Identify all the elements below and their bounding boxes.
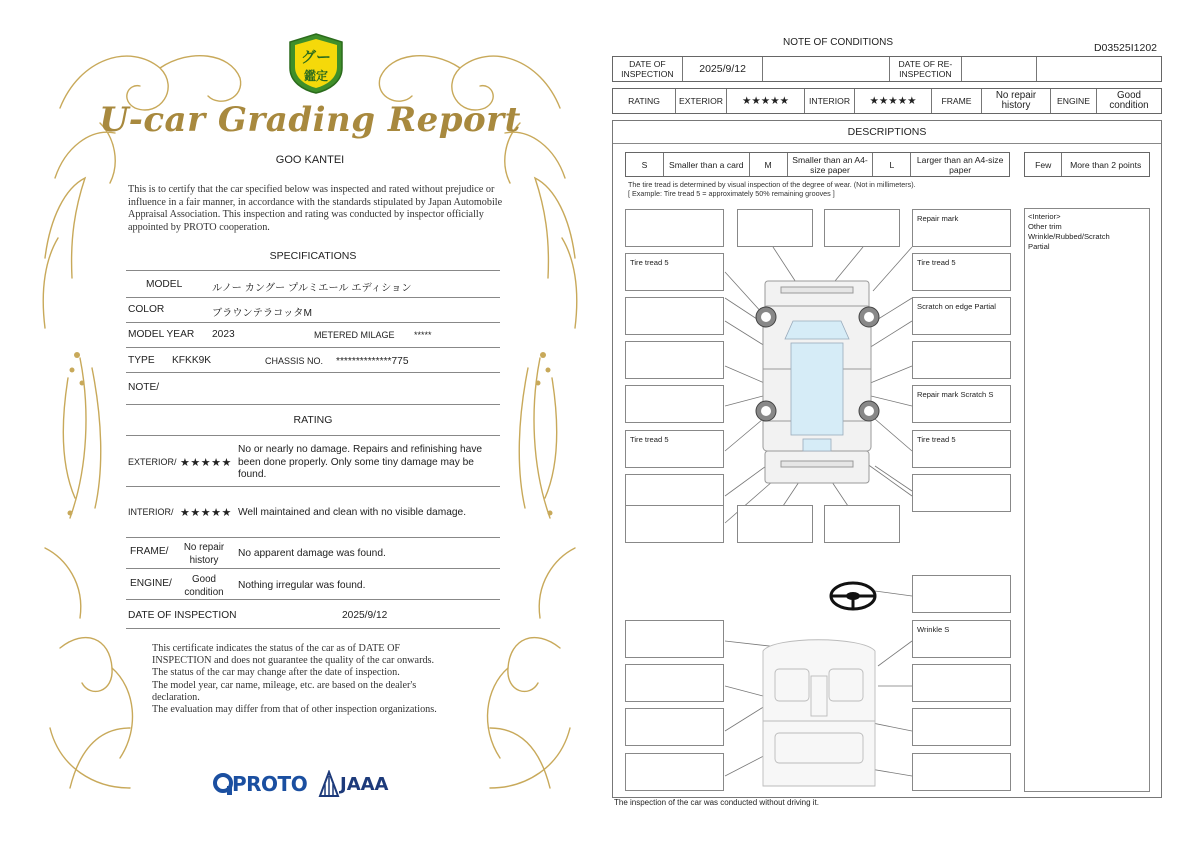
- condition-text: Tire tread 5: [630, 435, 669, 444]
- condition-text: Repair mark Scratch S: [917, 390, 994, 399]
- date-of-reinspection-label: DATE OF RE-INSPECTION: [890, 57, 962, 81]
- condition-box: [824, 505, 900, 543]
- steering-wheel-icon: [831, 583, 875, 609]
- divider: [126, 372, 500, 373]
- condition-box: [625, 297, 724, 335]
- date-of-inspection-value: 2025/9/12: [683, 57, 764, 81]
- date-of-reinspection-value: [962, 57, 1038, 81]
- engine-label: ENGINE: [1051, 89, 1097, 113]
- disclaimer-line: This certificate indicates the status of the car as of DATE OF: [152, 643, 401, 654]
- svg-text:グー: グー: [300, 48, 332, 66]
- tire-note-line: The tire tread is determined by visual inspection of the degree of wear. (Not in millimeters).: [628, 180, 916, 189]
- interior-stars: ★★★★★: [855, 89, 932, 113]
- condition-box: [625, 753, 724, 791]
- condition-box-left-front-tire: [625, 253, 724, 291]
- engine-value: Good condition: [184, 574, 224, 598]
- disclaimer-line: The evaluation may differ from that of other inspection organizations.: [152, 704, 437, 716]
- engine-description: Nothing irregular was found.: [238, 580, 366, 591]
- condition-box-steering: [912, 575, 1011, 613]
- interior-note: Other trim: [1028, 222, 1062, 231]
- metered-milage-value: *****: [414, 330, 432, 340]
- type-label: TYPE: [128, 355, 155, 366]
- disclaimer-line: The status of the car may change after the date of inspection.: [152, 667, 400, 679]
- divider: [126, 599, 500, 600]
- condition-box: [912, 753, 1011, 791]
- noc-title: NOTE OF CONDITIONS: [783, 37, 893, 48]
- descriptions-heading: DESCRIPTIONS: [613, 121, 1161, 144]
- condition-box-right-front-tire: [912, 253, 1011, 291]
- divider: [126, 347, 500, 348]
- frame-description: No apparent damage was found.: [238, 548, 386, 559]
- frame-value: No repair history: [982, 89, 1051, 113]
- type-value: KFKK9K: [172, 355, 212, 366]
- tire-note-line: [ Example: Tire tread 5 = approximately 50% remaining grooves ]: [628, 189, 835, 198]
- goo-kantei-badge-icon: [287, 32, 345, 94]
- divider: [126, 270, 500, 271]
- chassis-value: **************775: [336, 356, 409, 367]
- legend-l: L: [873, 153, 911, 176]
- color-label: COLOR: [128, 304, 165, 315]
- condition-box-right-rear-tire: [912, 430, 1011, 468]
- condition-box: [625, 385, 724, 423]
- legend-few-desc: More than 2 points: [1070, 159, 1142, 170]
- jaaa-logo-icon: [318, 770, 340, 798]
- document-id: D03525I1202: [1093, 42, 1157, 54]
- divider: [126, 568, 500, 569]
- date-of-inspection-value: 2025/9/12: [342, 610, 388, 621]
- condition-box-repair-mark: [912, 209, 1011, 247]
- condition-text: Wrinkle S: [917, 625, 950, 634]
- interior-label: INTERIOR/: [128, 507, 174, 517]
- proto-logo: PROTO: [232, 772, 308, 796]
- empty-cell: [763, 57, 890, 81]
- condition-text: Scratch on edge Partial: [917, 302, 996, 311]
- legend-m: M: [750, 153, 788, 176]
- rating-heading: RATING: [293, 414, 333, 426]
- exterior-label: EXTERIOR: [676, 89, 727, 113]
- frame-label: FRAME: [932, 89, 982, 113]
- report-subtitle: GOO KANTEI: [275, 154, 345, 166]
- grading-certificate: [40, 28, 580, 828]
- divider: [126, 322, 500, 323]
- engine-label: ENGINE/: [130, 578, 172, 589]
- exterior-label: EXTERIOR/: [128, 457, 177, 467]
- condition-box-scratch: [912, 297, 1011, 335]
- condition-box: [912, 708, 1011, 746]
- interior-notes-box: [1024, 208, 1150, 792]
- legend-s-desc: Smaller than a card: [664, 153, 750, 176]
- date-of-inspection-label: DATE OF INSPECTION: [128, 610, 237, 621]
- frame-label: FRAME/: [130, 546, 169, 557]
- metered-milage-label: METERED MILAGE: [314, 330, 395, 340]
- report-title: U-car Grading Report: [99, 100, 521, 140]
- disclaimer-line: INSPECTION and does not guarantee the quality of the car onwards.: [152, 655, 435, 667]
- note-label: NOTE/: [128, 382, 160, 393]
- condition-box-left-rear-tire: [625, 430, 724, 468]
- proto-logo-icon: [212, 772, 234, 796]
- model-value: ルノー カングー プルミエール エディション: [212, 283, 412, 294]
- model-year-label: MODEL YEAR: [128, 329, 195, 340]
- legend-few: Few: [1025, 153, 1062, 176]
- condition-box-repair-scratch: [912, 385, 1011, 423]
- certify-statement: This is to certify that the car specified below was inspected and rated without prejudice or influence in a fair manner, in accordance with the standards stipulated by Japan Automobile Appraisal Association. This inspection and rating was conducted by inspector officially appointed by PROTO cooperation.: [128, 184, 503, 233]
- color-value: ブラウンテラコッタM: [212, 308, 312, 319]
- legend-l-desc: Larger than an A4-size paper: [916, 154, 1004, 175]
- note-of-conditions: [610, 30, 1165, 820]
- legend-m-desc: Smaller than an A4-size paper: [788, 153, 874, 176]
- rating-row: [612, 88, 1162, 114]
- jaaa-logo: JAAA: [340, 774, 389, 795]
- interior-description: Well maintained and clean with no visible damage.: [238, 507, 467, 518]
- exterior-description: No or nearly no damage. Repairs and refinishing have been done properly. Only some tiny damage may be found.: [238, 444, 483, 480]
- condition-text: Tire tread 5: [630, 258, 669, 267]
- divider: [126, 435, 500, 436]
- exterior-stars: ★★★★★: [727, 89, 805, 113]
- condition-text: Tire tread 5: [917, 258, 956, 267]
- disclaimer: [152, 643, 492, 716]
- divider: [126, 537, 500, 538]
- frame-value: No repair history: [183, 542, 225, 566]
- rating-label: RATING: [613, 89, 676, 113]
- disclaimer-line: declaration.: [152, 691, 200, 703]
- divider: [126, 297, 500, 298]
- condition-box: [824, 209, 900, 247]
- condition-box: [625, 708, 724, 746]
- exterior-stars: ★★★★★: [180, 457, 232, 469]
- interior-label: INTERIOR: [805, 89, 855, 113]
- condition-box: [625, 664, 724, 702]
- date-of-inspection-label: DATE OF INSPECTION: [613, 57, 683, 81]
- interior-stars: ★★★★★: [180, 507, 232, 519]
- specifications-heading: SPECIFICATIONS: [269, 250, 357, 262]
- condition-box: [625, 209, 724, 247]
- condition-box: [737, 209, 813, 247]
- divider: [126, 404, 500, 405]
- interior-note: <Interior>: [1028, 212, 1061, 221]
- divider: [126, 486, 500, 487]
- model-label: MODEL: [146, 279, 183, 290]
- engine-value: Good condition: [1109, 90, 1149, 111]
- descriptions-panel: [612, 120, 1162, 798]
- condition-box: [912, 474, 1011, 512]
- logos: [212, 768, 412, 800]
- condition-box: [912, 341, 1011, 379]
- divider: [126, 628, 500, 629]
- interior-note: Partial: [1028, 242, 1050, 251]
- inspection-dates-row: [612, 56, 1162, 82]
- svg-text:鑑定: 鑑定: [303, 69, 329, 83]
- condition-text: Repair mark: [917, 214, 959, 223]
- interior-note: Wrinkle/Rubbed/Scratch: [1028, 232, 1110, 241]
- chassis-label: CHASSIS NO.: [265, 356, 324, 366]
- disclaimer-line: The model year, car name, mileage, etc. are based on the dealer's: [152, 679, 417, 691]
- condition-box: [625, 620, 724, 658]
- condition-box: [625, 341, 724, 379]
- condition-text: Tire tread 5: [917, 435, 956, 444]
- footer-note: The inspection of the car was conducted without driving it.: [614, 798, 819, 807]
- condition-box: [625, 505, 724, 543]
- legend-s: S: [626, 153, 664, 176]
- empty-cell: [1037, 57, 1161, 81]
- model-year-value: 2023: [212, 329, 235, 340]
- condition-box-wrinkle: [912, 620, 1011, 658]
- condition-box: [737, 505, 813, 543]
- condition-box: [912, 664, 1011, 702]
